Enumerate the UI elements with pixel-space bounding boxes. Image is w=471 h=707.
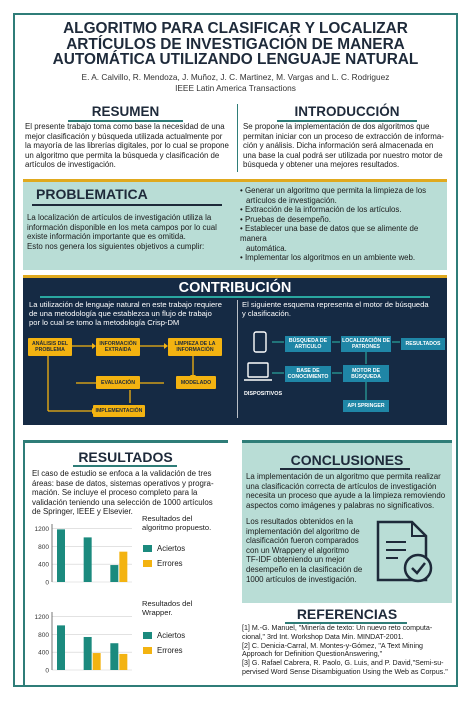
referencias-heading: REFERENCIAS [296, 606, 398, 622]
crisp-modelado-box: MODELADO [176, 376, 216, 389]
resultados-heading: RESULTADOS [78, 449, 173, 465]
problematica-heading: PROBLEMATICA [36, 186, 148, 202]
bar-aciertos [57, 625, 65, 670]
document-check-icon [372, 518, 440, 586]
resultados-top-rule [23, 440, 228, 443]
contribucion-heading: CONTRIBUCIÓN [178, 280, 292, 296]
chart-wrapper [28, 608, 138, 678]
engine-busqueda-box: BÚSQUEDA DE ARTICULO [285, 336, 331, 352]
introduccion-text: Se propone la implementación de dos algoritmos que permitan iniciar con un proceso de extracción de informa- ción y análisis. Dicha información será almacenada en una base la cual podrá ser utilizada por nuestro motor de búsqueda y obtener una mejores resultados. [243, 122, 444, 170]
resumen-heading: RESUMEN [23, 104, 228, 122]
laptop-icon [244, 363, 272, 380]
crisp-analisis-box: ANÁLISIS DEL PROBLEMA [28, 338, 72, 356]
contribucion-left-text: La utilización de lenguaje natural en este trabajo requiere de una metodología que establezca un flujo de trabajo por lo cual se tomo la metodología Crisp-DM [29, 300, 222, 328]
chart1-caption: Resultados del algoritmo propuesto. [142, 514, 212, 533]
bar-aciertos [84, 637, 92, 670]
y-tick-label: 1200 [34, 613, 49, 621]
problematica-text: La localización de artículos de investigación utiliza la información disponible en los meta campos por lo cual existe información importante que es omitida. Esto nos genera los siguientes objetivos a cumplir: [27, 213, 217, 251]
phone-icon [254, 332, 266, 352]
journal: IEEE Latin America Transactions [175, 83, 296, 93]
column-divider [237, 104, 238, 172]
crisp-evaluacion-box: EVALUACIÓN [96, 376, 140, 389]
contribucion-underline [40, 296, 430, 298]
y-tick-label: 0 [45, 579, 49, 587]
legend2-errores-label: Errores [157, 646, 183, 655]
contribucion-right-text: El siguiente esquema representa el motor de búsqueda y clasificación. [242, 300, 429, 319]
bar-aciertos [110, 643, 118, 670]
y-tick-label: 1200 [34, 525, 49, 533]
conclusiones-text-2: Los resultados obtenidos en la implementación del algoritmo de clasificación fueron comparados con un Wrappery el algoritmo TF-IDF obteniendo un mejor desempeño en la clasificación de 1000 artículos de investigación. [246, 517, 363, 584]
bar-errores [93, 653, 101, 670]
legend-aciertos-swatch [143, 545, 152, 552]
legend2-aciertos-swatch [143, 632, 152, 639]
engine-motor-box: MOTOR DE BÚSQUEDA [343, 365, 389, 382]
authors: E. A. Calvillo, R. Mendoza, J. Muñoz, J. C. Martinez, M. Vargas and L. C. Rodriguez [81, 72, 390, 82]
y-tick-label: 400 [38, 561, 49, 569]
engine-resultados-box: RESULTADOS [401, 338, 445, 350]
referencias-list: [1] M.-G. Manuel, "Minería de texto: Un nuevo reto computa- cional," 3rd Int. Workshop Data Min. MINDAT-2001. [2] C. Denicia-Carral, M. Montes-y-Gómez, "A Text Mining Approach for Definition QuestionAnswering," [3] G. Rafael Cabrera, R. Paolo, G. Luis, and P. David,"Semi-su- pervised Word Sense Disambiguation Using the Web as Corpus." [242, 624, 448, 676]
chart2-caption: Resultados del Wrapper. [142, 599, 193, 618]
legend-errores-label: Errores [157, 559, 183, 568]
conclusiones-heading: CONCLUSIONES [290, 452, 404, 468]
legend-aciertos-label: Aciertos [157, 544, 186, 553]
contribucion-divider [237, 300, 238, 418]
bar-aciertos [57, 529, 65, 582]
engine-dispositivos-label: DISPOSITIVOS [244, 391, 283, 397]
bar-aciertos [84, 537, 92, 582]
bar-errores [119, 552, 127, 582]
y-tick-label: 800 [38, 631, 49, 639]
resultados-text: El caso de estudio se enfoca a la validación de tres áreas: base de datos, sistemas operativos y progra- mación. Se incluye el proceso completo para la validación teniendo una selección de 1000 artículos de Springer, IEEE y Elsevier. [32, 469, 214, 517]
bar-errores [119, 654, 127, 670]
resultados-underline [73, 465, 177, 467]
introduccion-heading: INTRODUCCIÓN [242, 104, 452, 122]
legend2-aciertos-label: Aciertos [157, 631, 186, 640]
engine-api-box: API SPRINGER [343, 400, 389, 412]
engine-base-box: BASE DE CONOCIMIENTO [285, 366, 331, 382]
problematica-underline [32, 204, 222, 206]
legend2-errores-swatch [143, 647, 152, 654]
objetivos-list: • Generar un algoritmo que permita la limpieza de los artículos de investigación. • Extracción de la información de los artículos. • Pruebas de desempeño. • Establecer una base de datos que se alimente de manera automática. • Implementar los algoritmos en un ambiente web. [240, 186, 427, 263]
bar-aciertos [110, 565, 118, 582]
y-tick-label: 0 [45, 667, 49, 675]
engine-localizacion-box: LOCALIZACIÓN DE PATRONES [342, 338, 390, 350]
chart-algoritmo [28, 520, 138, 590]
crisp-limpieza-box: LIMPIEZA DE LA INFORMACIÓN [168, 338, 222, 356]
conclusiones-text-1: La implementación de un algoritmo que permita realizar una clasificación correcta de artículos de investigación necesita un proceso que ayude a la limpieza removiendo aspectos como imágenes y palabras no significativos. [246, 472, 446, 510]
resumen-text: El presente trabajo toma como base la necesidad de una mejor clasificación y búsqueda utilizada actualmente por la mayoría de las librerías digitales, por lo cual se propone un algoritmo que permita la búsqueda y clasificación de artículos de investigación. [25, 122, 229, 170]
resultados-left-border [23, 440, 25, 685]
crisp-implementacion-box: IMPLEMENTACIÓN [93, 405, 145, 417]
crisp-informacion-box: INFORMACIÓN EXTRAIDA [96, 338, 140, 356]
poster-title: ALGORITMO PARA CLASIFICAR Y LOCALIZAR ARTÍCULOS DE INVESTIGACIÓN DE MANERA AUTOMÁTICA UTILIZANDO LENGUAJE NATURAL [52, 20, 419, 68]
legend-errores-swatch [143, 560, 152, 567]
y-tick-label: 800 [38, 543, 49, 551]
y-tick-label: 400 [38, 649, 49, 657]
